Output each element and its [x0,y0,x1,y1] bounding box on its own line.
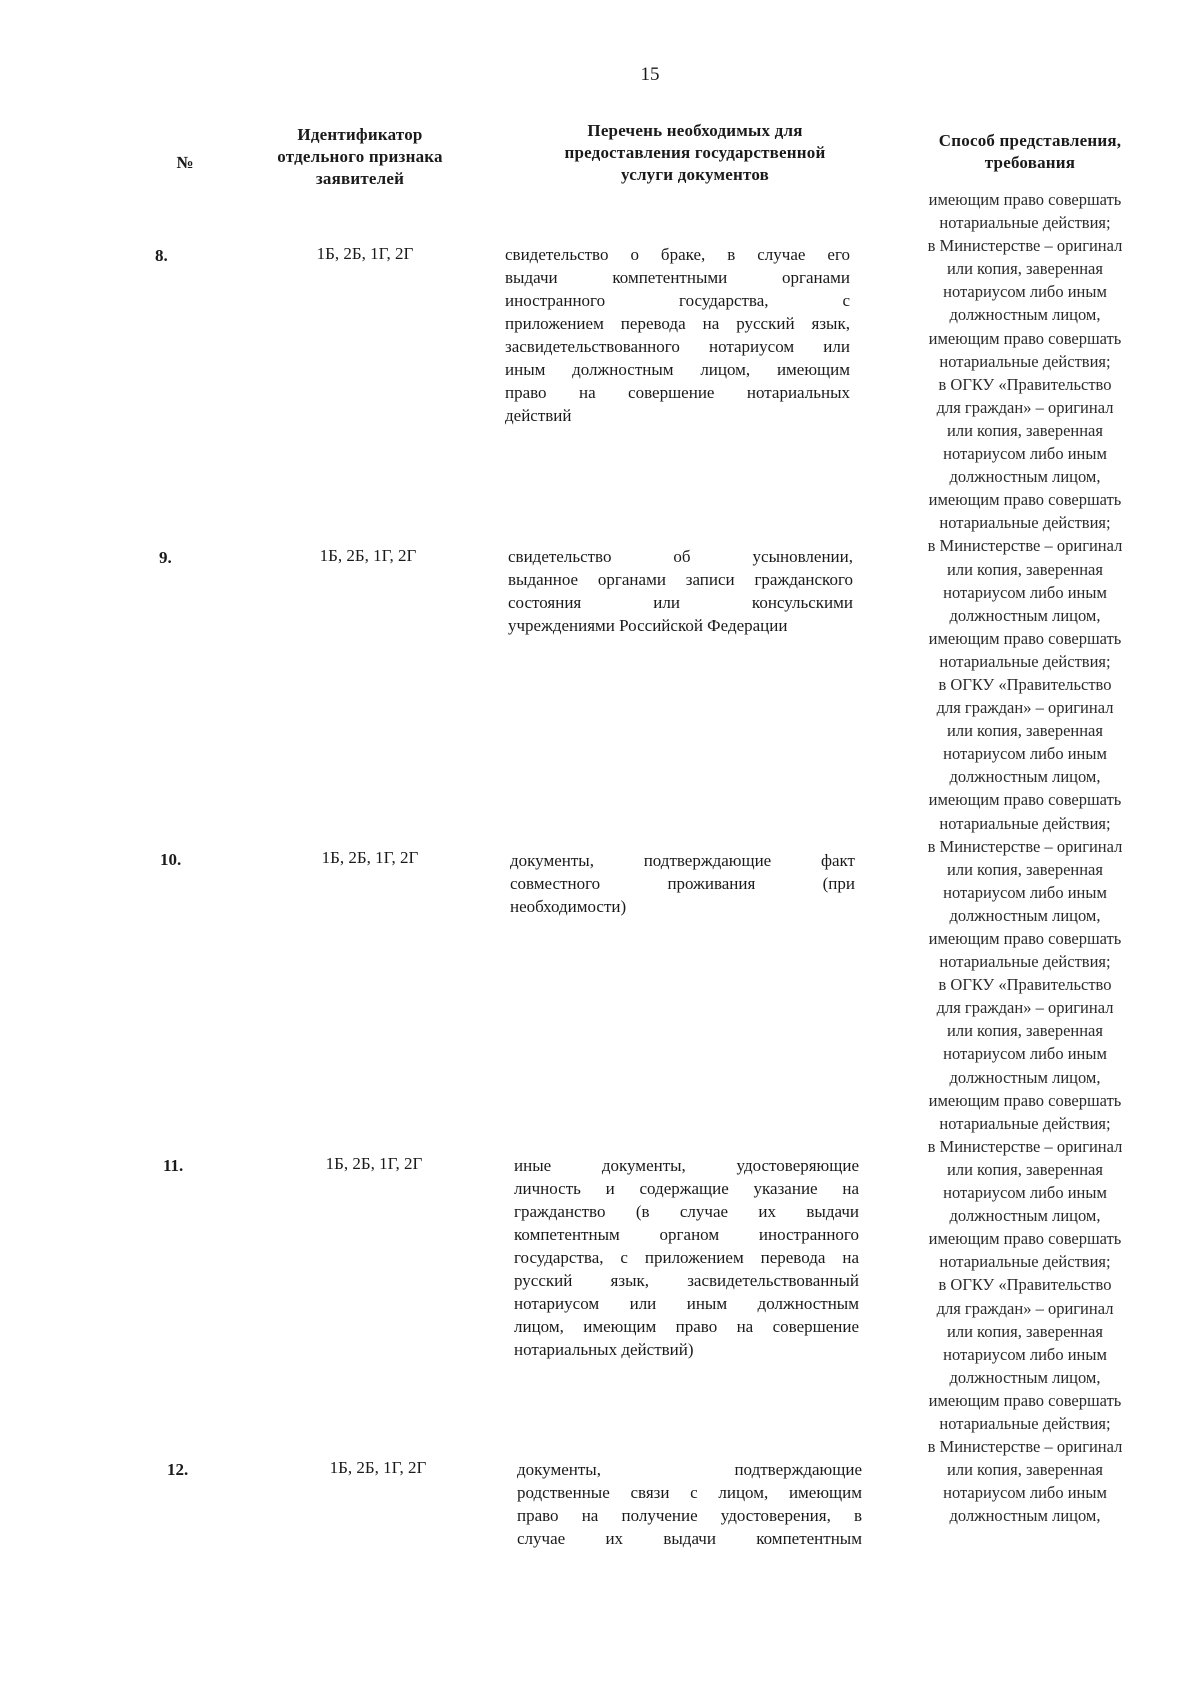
header-documents-line: предоставления государственной [564,143,826,162]
method-line: в Министерстве – оригинал [927,236,1123,256]
document-line: право на совершение нотариальных [505,383,850,402]
method-line: в ОГКУ «Правительство [938,374,1112,394]
method-line: должностным лицом, [949,1506,1101,1526]
document-line: русский язык, засвидетельствованный [514,1271,859,1290]
method-line: в Министерстве – оригинал [927,836,1123,856]
document-line: выданное органами записи гражданского [508,570,853,589]
header-method [880,130,1180,174]
method-line: или копия, заверенная [947,420,1103,440]
row-identifier: 1Б, 2Б, 1Г, 2Г [321,848,419,867]
method-line: имеющим право совершать [928,1229,1122,1249]
document-line: лицом, имеющим право на совершение [514,1317,859,1336]
method-line: должностным лицом, [949,305,1101,325]
method-line: имеющим право совершать [928,790,1122,810]
row-document [505,243,850,427]
header-identifier [240,124,480,190]
document-line: действий [505,406,572,425]
document-line: право на получение удостоверения, в [517,1506,862,1525]
method-line: имеющим право совершать [928,490,1122,510]
header-identifier-line: отдельного признака [277,147,443,166]
document-line: совместного проживания (при [510,874,855,893]
document-line: родственные связи с лицом, имеющим [517,1483,862,1502]
method-line: нотариусом либо иным [943,582,1107,602]
header-documents-line: Перечень необходимых для [587,121,803,140]
method-line: или копия, заверенная [947,859,1103,879]
method-line: нотариусом либо иным [943,1344,1107,1364]
method-line: имеющим право совершать [928,328,1122,348]
header-documents [510,120,880,186]
method-line: нотариусом либо иным [943,282,1107,302]
method-line: в ОГКУ «Правительство [938,1275,1112,1295]
row-number: 10. [160,850,182,869]
document-line: иностранного государства, с [505,291,850,310]
document-line: приложением перевода на русский язык, [505,314,850,333]
method-line: должностным лицом, [949,1067,1101,1087]
method-line: в Министерстве – оригинал [927,1437,1123,1457]
method-line: или копия, заверенная [947,259,1103,279]
document-line: личность и содержащие указание на [514,1179,859,1198]
method-line: в Министерстве – оригинал [927,536,1123,556]
document-line: иным должностным лицом, имеющим [505,360,850,379]
method-line: должностным лицом, [949,1206,1101,1226]
method-line: нотариальные действия; [939,952,1111,972]
method-line: в ОГКУ «Правительство [938,674,1112,694]
method-line: нотариальные действия; [939,351,1111,371]
method-line: нотариусом либо иным [943,744,1107,764]
document-line: нотариальных действий) [514,1340,694,1359]
method-line: для граждан» – оригинал [936,1298,1114,1318]
method-line: имеющим право совершать [928,190,1122,209]
header-method-line: требования [984,153,1076,172]
method-column [890,188,1160,1527]
document-line: компетентным органом иностранного [514,1225,859,1244]
row-number: 11. [163,1156,184,1175]
header-method-line: Способ представления, [938,131,1122,150]
document-line: государства, с приложением перевода на [514,1248,859,1267]
method-line: нотариусом либо иным [943,1044,1107,1064]
row-identifier: 1Б, 2Б, 1Г, 2Г [316,244,414,263]
method-line: в ОГКУ «Правительство [938,975,1112,995]
document-line: свидетельство об усыновлении, [508,547,853,566]
header-identifier-line: Идентификатор [297,125,423,144]
document-line: необходимости) [510,897,627,916]
document-line: выдачи компетентными органами [505,268,850,287]
method-line: или копия, заверенная [947,1321,1103,1341]
method-line: или копия, заверенная [947,1021,1103,1041]
document-line: свидетельство о браке, в случае его [505,245,850,264]
method-line: нотариальные действия; [939,651,1111,671]
method-line: имеющим право совершать [928,929,1122,948]
row-identifier: 1Б, 2Б, 1Г, 2Г [325,1154,423,1173]
page-number: 15 [640,64,660,85]
document-line: документы, подтверждающие факт [510,851,855,870]
method-line: должностным лицом, [949,767,1101,787]
method-line: нотариальные действия; [939,1413,1111,1433]
method-line: для граждан» – оригинал [936,397,1114,417]
method-line: имеющим право совершать [928,1390,1122,1410]
row-document [510,849,855,918]
document-line: нотариусом или иным должностным [514,1294,859,1313]
method-line: нотариусом либо иным [943,882,1107,902]
method-line: для граждан» – оригинал [936,698,1114,718]
document-line: состояния или консульскими [508,593,853,612]
row-identifier: 1Б, 2Б, 1Г, 2Г [319,546,417,565]
method-line: должностным лицом, [949,905,1101,925]
method-line: нотариальные действия; [939,1113,1111,1133]
document-line: случае их выдачи компетентным [517,1529,862,1548]
method-line: имеющим право совершать [928,628,1122,648]
method-line: или копия, заверенная [947,559,1103,579]
row-number: 9. [159,548,172,567]
method-line: или копия, заверенная [947,1460,1103,1480]
method-line: нотариальные действия; [939,213,1111,233]
document-line: гражданство (в случае их выдачи [514,1202,859,1221]
header-identifier-line: заявителей [315,169,405,188]
row-number: 12. [167,1460,189,1479]
method-line: нотариальные действия; [939,813,1111,833]
header-documents-line: услуги документов [621,165,769,184]
method-line: нотариусом либо иным [943,444,1107,464]
row-number: 8. [155,246,168,265]
method-line: нотариусом либо иным [943,1483,1107,1503]
method-line: нотариальные действия; [939,1252,1111,1272]
document-line: документы, подтверждающие [517,1460,862,1479]
header-num: № [176,153,194,172]
method-line: должностным лицом, [949,467,1101,487]
document-line: учреждениями Российской Федерации [508,616,788,635]
method-line: должностным лицом, [949,605,1101,625]
row-document [514,1154,859,1361]
row-identifier: 1Б, 2Б, 1Г, 2Г [329,1458,427,1477]
row-document [508,545,853,637]
method-line: имеющим право совершать [928,1090,1122,1110]
method-line: или копия, заверенная [947,1159,1103,1179]
document-line: засвидетельствованного нотариусом или [505,337,850,356]
method-line: для граждан» – оригинал [936,998,1114,1018]
row-document [517,1458,862,1550]
method-line: нотариусом либо иным [943,1183,1107,1203]
method-line: в Министерстве – оригинал [927,1136,1123,1156]
method-line: нотариальные действия; [939,513,1111,533]
method-line: или копия, заверенная [947,721,1103,741]
method-line: должностным лицом, [949,1367,1101,1387]
document-line: иные документы, удостоверяющие [514,1156,859,1175]
